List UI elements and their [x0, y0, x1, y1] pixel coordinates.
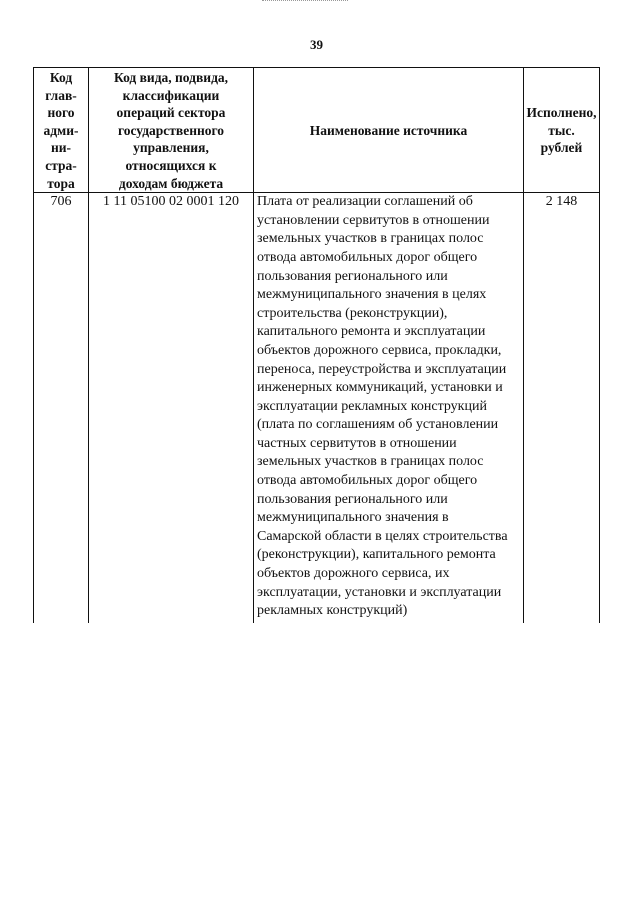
header-revenue-code: Код вида, подвида, классификации операций сектора государственного управления, относящихся к доходам бюджета — [89, 68, 254, 193]
header-admin-code: Код глав- ного адми- ни- стра- тора — [34, 68, 89, 193]
admin-code-cell: 706 — [34, 193, 89, 623]
amount-cell: 2 148 — [524, 193, 600, 623]
table-header — [34, 68, 600, 193]
scan-artifact — [262, 0, 348, 5]
revenue-code-cell: 1 11 05100 02 0001 120 — [89, 193, 254, 623]
header-amount: Исполнено, тыс. рублей — [524, 68, 600, 193]
table-row — [34, 193, 600, 623]
page-number: 39 — [310, 37, 323, 52]
table-body — [34, 193, 600, 623]
header-source-name: Наименование источника — [254, 68, 524, 193]
revenue-table — [33, 67, 600, 623]
source-name-cell: Плата от реализации соглашений об установлении сервитутов в отношении земельных участков в границах полос отвода автомобильных дорог общего пользования регионального или межмуниципального значения в целях строительства (реконструкции), капитального ремонта и эксплуатации объектов дорожного сервиса, прокладки, переноса, переустройства и эксплуатации инженерных коммуникаций, установки и эксплуатации рекламных конструкций (плата по соглашениям об установлении частных сервитутов в отношении земельных участков в границах полос отвода автомобильных дорог общего пользования регионального или межмуниципального значения в Самарской области в целях строительства (реконструкции), капитального ремонта объектов дорожного сервиса, их эксплуатации, установки и эксплуатации рекламных конструкций) — [254, 193, 524, 623]
